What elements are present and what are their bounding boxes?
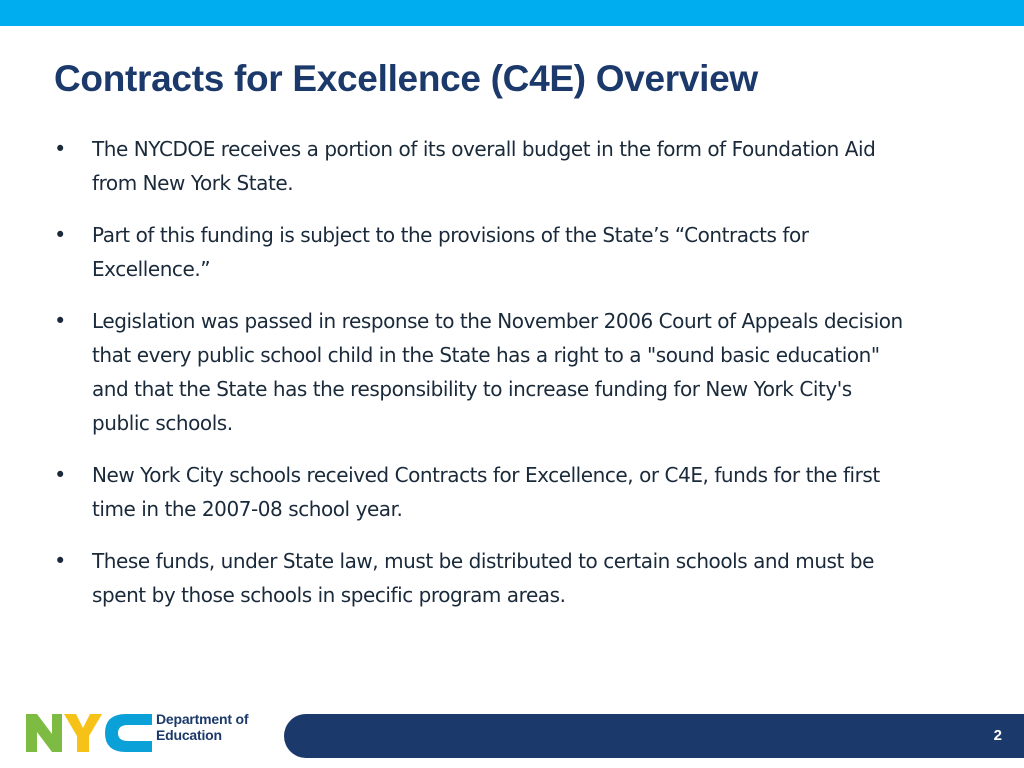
top-accent-bar <box>0 0 1024 26</box>
bullet-list <box>54 132 914 630</box>
bullet-symbol: • <box>54 309 67 333</box>
nyc-logo-icon <box>26 710 152 754</box>
bullet-symbol: • <box>54 137 67 161</box>
department-name <box>156 711 248 743</box>
bullet-symbol: • <box>54 463 67 487</box>
slide-title: Contracts for Excellence (C4E) Overview <box>54 58 758 99</box>
page-number: 2 <box>993 727 1002 744</box>
department-line-1: Department of <box>156 711 249 727</box>
bullet-text: New York City schools received Contracts for Excellence, or C4E, funds for the first time in the 2007-08 school year. <box>92 463 880 521</box>
bullet-item <box>54 304 914 440</box>
bullet-symbol: • <box>54 549 67 573</box>
bullet-text: Legislation was passed in response to the November 2006 Court of Appeals decision that every public school child in the State has a right to a "sound basic education" and that the State has the responsibility to increase funding for New York City's public schools. <box>92 309 903 435</box>
bullet-item <box>54 544 914 612</box>
bullet-item <box>54 218 914 286</box>
bullet-symbol: • <box>54 223 67 247</box>
bullet-item <box>54 458 914 526</box>
department-line-2: Education <box>156 727 222 743</box>
bullet-text: These funds, under State law, must be distributed to certain schools and must be spent by those schools in specific program areas. <box>92 549 874 607</box>
bullet-text: Part of this funding is subject to the provisions of the State’s “Contracts for Excellence.” <box>92 223 809 281</box>
bullet-item <box>54 132 914 200</box>
bullet-text: The NYCDOE receives a portion of its overall budget in the form of Foundation Aid from New York State. <box>92 137 876 195</box>
footer-bar <box>284 714 1024 758</box>
nyc-doe-logo <box>26 708 276 756</box>
